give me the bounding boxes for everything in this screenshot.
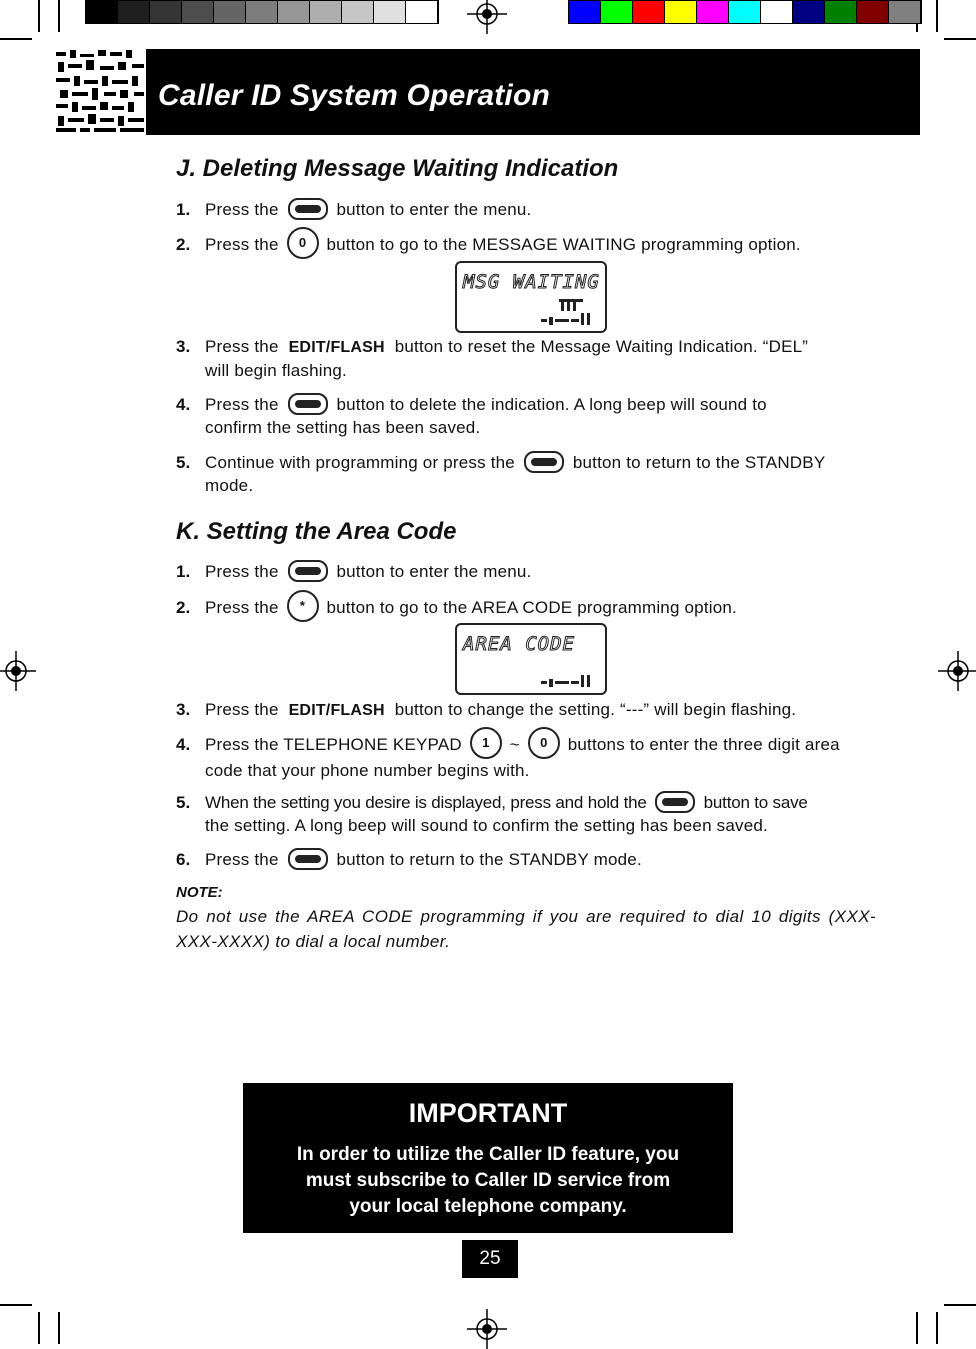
lcd-display	[455, 623, 607, 695]
page-title: Caller ID System Operation	[158, 79, 550, 112]
crop-mark	[38, 0, 40, 32]
lcd-text: MSG WAITING	[463, 271, 600, 293]
section-title-k: K. Setting the Area Code	[176, 518, 457, 545]
menu-button-icon	[288, 198, 328, 220]
key-0-icon: 0	[287, 227, 319, 259]
step	[176, 733, 876, 782]
section-title-j: J. Deleting Message Waiting Indication	[176, 155, 619, 182]
select-button-icon	[655, 791, 695, 813]
step-text: button to go to the AREA CODE programming option.	[326, 598, 737, 618]
step-number: 2.	[176, 235, 191, 254]
step-number: 3.	[176, 337, 191, 356]
color-swatch	[374, 1, 406, 23]
step-text: Press the	[205, 562, 279, 581]
color-swatch	[889, 1, 921, 23]
crop-mark	[936, 1312, 938, 1344]
step-text: the setting. A long beep will sound to confirm the setting has been saved.	[205, 816, 768, 835]
step	[176, 791, 876, 837]
color-swatch	[601, 1, 633, 23]
color-swatch	[825, 1, 857, 23]
step-number: 5.	[176, 793, 191, 812]
header-bar	[146, 49, 920, 135]
color-swatch	[182, 1, 214, 23]
lcd-text: AREA CODE	[463, 633, 575, 655]
key-0-icon: 0	[528, 727, 560, 759]
crop-mark	[38, 1312, 40, 1344]
menu-button-icon	[524, 451, 564, 473]
select-button-icon	[288, 393, 328, 415]
step-text: code that your phone number begins with.	[205, 761, 530, 780]
color-swatch	[118, 1, 150, 23]
important-title: IMPORTANT	[408, 1098, 568, 1128]
step-text: Press the	[205, 235, 279, 255]
step	[176, 698, 876, 722]
registration-mark-icon	[938, 651, 976, 691]
crop-mark	[936, 0, 938, 32]
step	[176, 335, 876, 382]
registration-mark-icon	[467, 0, 507, 34]
step-text: button to enter the menu.	[336, 200, 532, 219]
step-text: Press the	[205, 850, 279, 869]
color-swatch	[150, 1, 182, 23]
step-number: 1.	[176, 562, 191, 581]
step-text: Press the	[205, 395, 279, 414]
crop-mark	[0, 38, 32, 40]
important-line: In order to utilize the Caller ID feature, you	[296, 1144, 680, 1165]
step	[176, 560, 876, 583]
lcd-display	[455, 261, 607, 333]
page-number: 25	[462, 1240, 518, 1278]
step	[176, 596, 876, 622]
color-swatch	[761, 1, 793, 23]
step-number: 1.	[176, 200, 191, 219]
color-swatch	[214, 1, 246, 23]
grayscale-bar	[85, 0, 439, 24]
crop-mark	[944, 1304, 976, 1306]
step-text: button to delete the indication. A long beep will sound to	[336, 395, 767, 414]
color-swatch	[665, 1, 697, 23]
edit-flash-key: EDIT/FLASH	[288, 702, 385, 719]
crop-mark	[944, 38, 976, 40]
color-swatch	[86, 1, 118, 23]
color-bar	[568, 0, 922, 24]
step-text: buttons to enter the three digit area	[567, 735, 840, 755]
color-swatch	[406, 1, 438, 23]
step-text: confirm the setting has been saved.	[205, 418, 481, 437]
step-text: Press the TELEPHONE KEYPAD	[205, 735, 462, 755]
crop-mark	[58, 1312, 60, 1344]
step-text: button to enter the menu.	[336, 562, 532, 581]
step	[176, 233, 876, 259]
menu-button-icon	[288, 848, 328, 870]
lcd-segments-icon	[457, 625, 605, 693]
crop-mark	[916, 1312, 918, 1344]
important-line: your local telephone company.	[349, 1196, 627, 1217]
crop-mark	[58, 0, 60, 32]
range-separator: ~	[509, 735, 520, 755]
color-swatch	[857, 1, 889, 23]
step	[176, 848, 876, 871]
step-text: button to reset the Message Waiting Indication. “DEL”	[394, 337, 809, 356]
color-swatch	[569, 1, 601, 23]
color-swatch	[729, 1, 761, 23]
key-star-icon: *	[287, 590, 319, 622]
registration-mark-icon	[467, 1309, 507, 1349]
crop-mark	[0, 1304, 32, 1306]
color-swatch	[697, 1, 729, 23]
important-line: must subscribe to Caller ID service from	[305, 1170, 671, 1191]
step-number: 5.	[176, 453, 191, 472]
step-text: mode.	[205, 476, 254, 495]
step-text: Press the	[205, 598, 279, 618]
lcd-segments-icon	[457, 263, 605, 331]
step-number: 3.	[176, 700, 191, 719]
step-text: button to return to the STANDBY	[572, 453, 826, 472]
registration-mark-icon	[0, 651, 36, 691]
color-swatch	[310, 1, 342, 23]
header-pattern-icon	[54, 48, 146, 134]
note-text: Do not use the AREA CODE programming if you are required to dial 10 digits (XXX-XXX-XXXX) to dial a local number.	[176, 907, 876, 951]
color-swatch	[278, 1, 310, 23]
color-swatch	[342, 1, 374, 23]
edit-flash-key: EDIT/FLASH	[288, 339, 385, 356]
step-text: button to return to the STANDBY mode.	[336, 850, 642, 869]
step-text: When the setting you desire is displayed, press and hold the	[205, 793, 647, 812]
step-text: Press the	[205, 700, 279, 719]
step-number: 4.	[176, 735, 191, 754]
important-text	[263, 1142, 713, 1220]
important-box	[243, 1083, 733, 1233]
key-1-icon: 1	[470, 727, 502, 759]
step-text: Press the	[205, 337, 279, 356]
color-swatch	[793, 1, 825, 23]
step-text: button to change the setting. “---” will begin flashing.	[394, 700, 797, 719]
step-text: will begin flashing.	[205, 361, 347, 380]
step	[176, 451, 876, 497]
step	[176, 198, 876, 221]
step	[176, 393, 876, 439]
step-text: Continue with programming or press the	[205, 453, 515, 472]
step-text: Press the	[205, 200, 279, 219]
step-number: 4.	[176, 395, 191, 414]
note-label: NOTE:	[176, 884, 223, 901]
color-swatch	[633, 1, 665, 23]
step-number: 6.	[176, 850, 191, 869]
step-text: button to save	[703, 793, 808, 812]
step-text: button to go to the MESSAGE WAITING programming option.	[326, 235, 801, 255]
menu-button-icon	[288, 560, 328, 582]
color-swatch	[246, 1, 278, 23]
step-number: 2.	[176, 598, 191, 617]
